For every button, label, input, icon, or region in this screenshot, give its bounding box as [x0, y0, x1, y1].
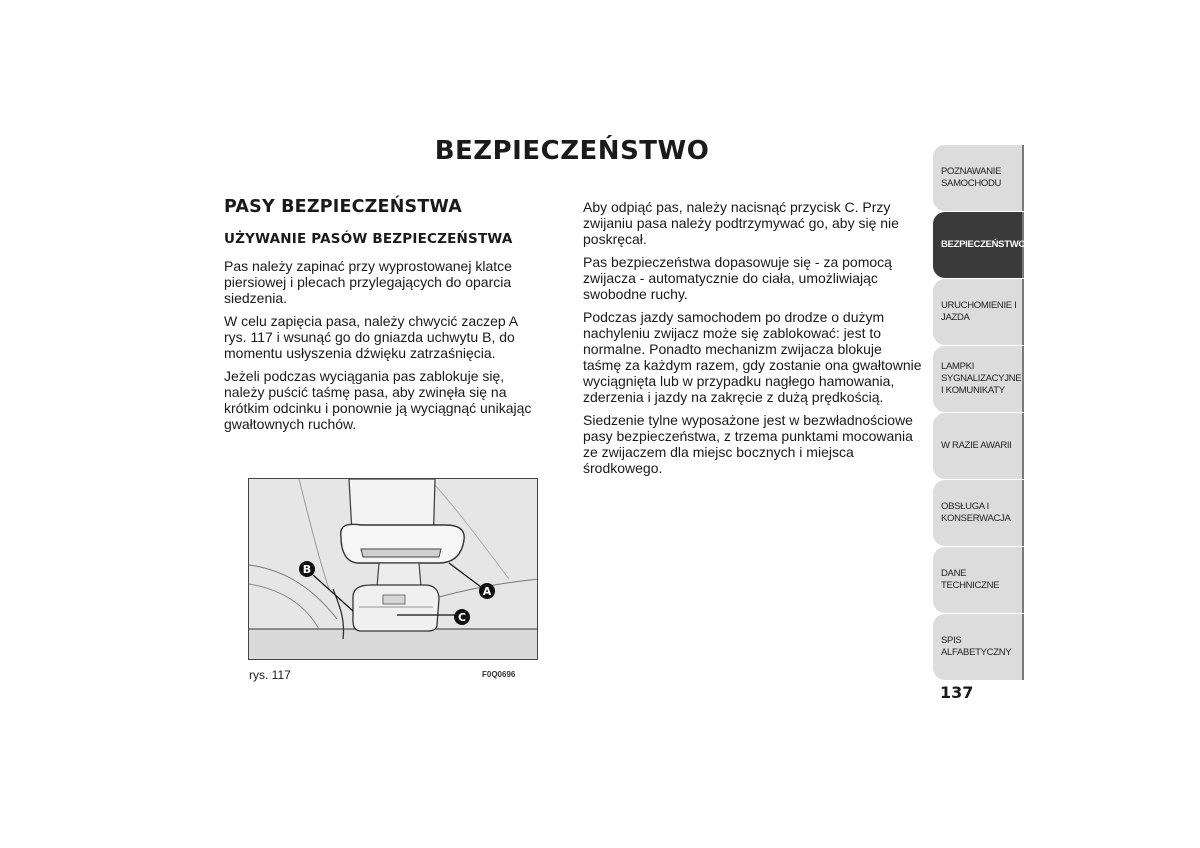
seatbelt-illustration — [248, 478, 538, 660]
tab-label: BEZPIECZEŃSTWO — [941, 239, 1026, 250]
tab-label: SPIS ALFABETYCZNY — [941, 635, 1012, 658]
figure-caption: rys. 117 — [249, 668, 291, 682]
tab-spis-alfabetyczny[interactable] — [933, 614, 1024, 680]
page-title: BEZPIECZEŃSTWO — [434, 136, 710, 166]
chapter-tabs — [933, 145, 1025, 681]
paragraph: W celu zapięcia pasa, należy chwycić zaczep A rys. 117 i wsunąć go do gniazda uchwytu B, do momentu usłyszenia dźwięku zatrzaśnięcia. — [224, 313, 518, 361]
subsection-heading: UŻYWANIE PASÓW BEZPIECZEŃSTWA — [224, 231, 513, 247]
tab-label: OBSŁUGA I KONSERWACJA — [941, 501, 1011, 524]
paragraph: Aby odpiąć pas, należy nacisnąć przycisk C. Przy zwijaniu pasa należy podtrzymywać go, aby się nie poskręcał. — [583, 199, 899, 247]
page-number: 137 — [940, 683, 974, 702]
right-column — [583, 199, 923, 483]
tab-obsluga-i-konserwacja[interactable] — [933, 480, 1024, 546]
tab-poznawanie-samochodu[interactable] — [933, 145, 1024, 211]
tab-label: W RAZIE AWARII — [941, 440, 1012, 451]
label-b: B — [302, 563, 312, 576]
section-heading: PASY BEZPIECZEŃSTWA — [224, 197, 462, 217]
paragraph: Podczas jazdy samochodem po drodze o dużym nachyleniu zwijacz może się zablokować: jest to normalne. Ponadto mechanizm zwijacza blokuje taśmę za każdym razem, gdy zostanie ona gwałtownie wyciągnięta lub w przypadku nagłego hamowania, zderzenia i jazdy na zakręcie z dużą prędkością. — [583, 309, 922, 405]
tab-lampki-sygnalizacyjne[interactable] — [933, 346, 1024, 412]
tab-label: DANE TECHNICZNE — [941, 568, 1000, 591]
tab-bezpieczenstwo[interactable] — [933, 212, 1024, 278]
left-column — [224, 197, 542, 439]
tab-uruchomienie-i-jazda[interactable] — [933, 279, 1024, 345]
label-a: A — [482, 585, 492, 598]
tab-label: URUCHOMIENIE I JAZDA — [941, 300, 1017, 323]
tab-dane-techniczne[interactable] — [933, 547, 1024, 613]
tab-label: POZNAWANIE SAMOCHODU — [941, 166, 1002, 189]
paragraph: Pas bezpieczeństwa dopasowuje się - za pomocą zwijacza - automatycznie do ciała, umożliwiając swobodne ruchy. — [583, 254, 892, 302]
tab-label: LAMPKI SYGNALIZACYJNE I KOMUNIKATY — [941, 361, 1022, 396]
paragraph: Pas należy zapinać przy wyprostowanej klatce piersiowej i plecach przylegających do oparcia siedzenia. — [224, 258, 512, 306]
figure-code: F0Q0696 — [482, 670, 516, 679]
tab-w-razie-awarii[interactable] — [933, 413, 1024, 479]
paragraph: Siedzenie tylne wyposażone jest w bezwładnościowe pasy bezpieczeństwa, z trzema punktami mocowania ze zwijaczem dla miejsc bocznych i miejsca środkowego. — [583, 412, 913, 476]
label-c: C — [457, 611, 467, 624]
paragraph: Jeżeli podczas wyciągania pas zablokuje się, należy puścić taśmę pasa, aby zwinęła się na krótkim odcinku i ponownie ją wyciągnąć unikając gwałtownych ruchów. — [224, 368, 532, 432]
